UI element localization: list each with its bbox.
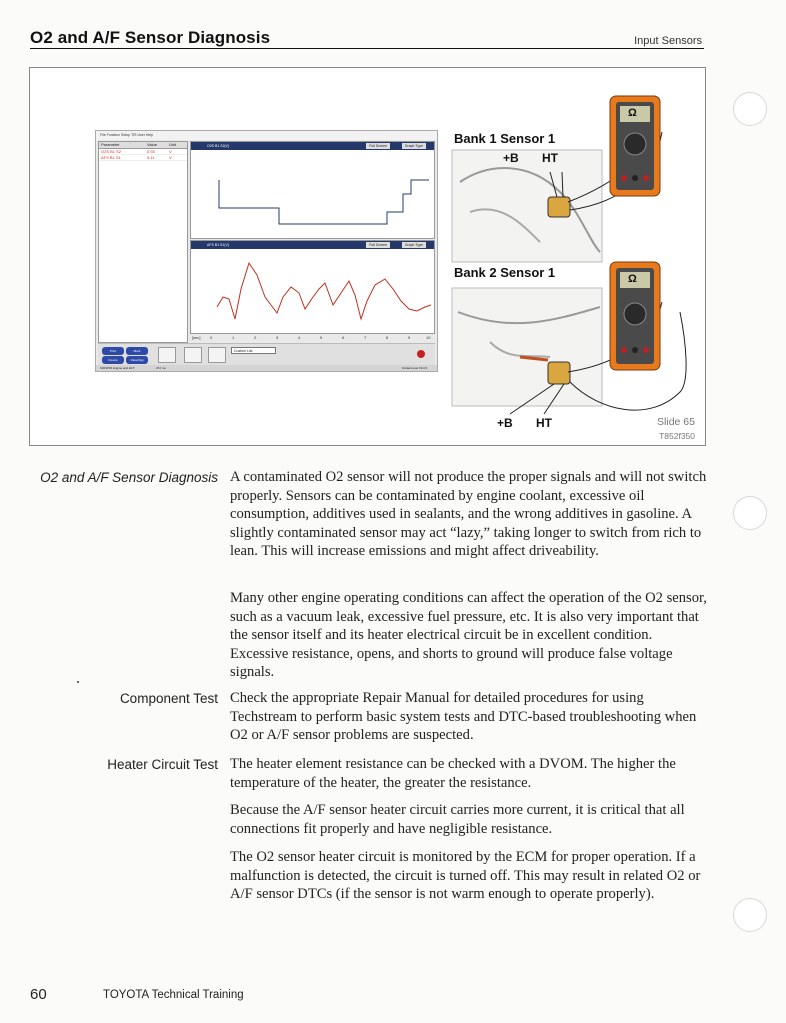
x-tick: 5	[320, 335, 323, 340]
bank1-label: Bank 1 Sensor 1	[454, 131, 556, 146]
paragraph: The O2 sensor heater circuit is monitored by the ECM for proper operation. If a malfunction is detected, the circuit is turned off. This may result in related O2 or A/F sensor DTCs (if the sensor is not warm enough to operate properly).	[230, 849, 701, 902]
full-screen-button: Full Screen	[366, 143, 390, 149]
paragraph: A contaminated O2 sensor will not produce the proper signals and will not switch properly. Sensors can be contaminated by engine coolant, excessive oil consumption, additives used in sealants, and the wrong additives in gasoline. A slightly contaminated sensor may act “lazy,” taking longer to switch from rich to lean. This will increase emissions and might affect driveability.	[230, 469, 707, 559]
full-screen-button: Full Screen	[366, 242, 390, 248]
graph-icon	[208, 347, 226, 363]
figure-id: T852f350	[659, 431, 695, 441]
af-graph	[190, 240, 435, 334]
table-cell: V	[169, 155, 172, 160]
custom-list-dropdown: Custom List	[231, 347, 276, 354]
x-tick: 10	[426, 335, 431, 340]
clear-button: Clear/Jpg	[126, 356, 148, 364]
graph-title: AFS B1 S1(V)	[207, 243, 229, 247]
table-cell: 0.93	[147, 149, 155, 154]
x-axis	[190, 335, 435, 341]
bank2-label: Bank 2 Sensor 1	[454, 265, 556, 280]
o2-graph	[190, 141, 435, 239]
af-signal-trace	[191, 249, 434, 333]
paragraph: Check the appropriate Repair Manual for detailed procedures for using Techstream to perform basic system tests and DTC-based troubleshooting when O2 or A/F sensor problems are suspected.	[230, 690, 697, 743]
footer-brand: TOYOTA Technical Training	[103, 989, 244, 1001]
graph-title: O2S B1 S2(V)	[207, 144, 230, 148]
techstream-menubar: File Function Setup TIS User Help	[96, 131, 437, 140]
x-tick: 8	[386, 335, 389, 340]
snapshot-icon	[158, 347, 176, 363]
status-text: S3D0/S5 Engine and ECT	[100, 366, 135, 370]
table-row	[99, 155, 187, 161]
x-tick: 1	[232, 335, 235, 340]
table-cell: V	[169, 149, 172, 154]
mark-button: Mark	[126, 347, 148, 355]
table-cell: 3.11	[147, 155, 155, 160]
techstream-button-bar	[98, 343, 435, 365]
stray-mark	[77, 681, 79, 683]
ohm-icon: Ω	[628, 273, 637, 285]
column-header: Unit	[169, 142, 177, 147]
header-rule	[30, 48, 704, 49]
techstream-screenshot	[95, 130, 438, 372]
ht-terminal-label: HT	[536, 416, 552, 430]
ht-terminal-label: HT	[542, 151, 558, 165]
punch-hole-bottom	[733, 898, 767, 932]
x-tick: 9	[408, 335, 411, 340]
stop-icon	[417, 350, 425, 358]
status-text: Default-user DLC3	[402, 366, 427, 370]
freeze-button: Freeze	[102, 356, 124, 364]
b-terminal-label: +B	[497, 416, 513, 430]
graph-type-button: Graph Type	[402, 143, 426, 149]
x-tick: 2	[254, 335, 257, 340]
section-label-component-test: Component Test	[119, 691, 218, 706]
o2-signal-trace	[191, 150, 434, 238]
paragraph: The heater element resistance can be checked with a DVOM. The higher the temperature of the heater, the greater the resistance.	[230, 756, 676, 791]
x-tick: 3	[276, 335, 279, 340]
x-tick: 6	[342, 335, 345, 340]
graph-type-button: Graph Type	[402, 242, 426, 248]
b-terminal-label: +B	[503, 151, 519, 165]
page-title: O2 and A/F Sensor Diagnosis	[30, 28, 271, 47]
paragraph: Many other engine operating conditions can affect the operation of the O2 sensor, such as a vacuum leak, excessive fuel pressure, etc. It is also very important that the sensor itself and its heater electrical circuit be in excellent condition. Excessive resistance, opens, and shorts to ground will produce false voltage signals.	[230, 590, 707, 680]
slide-number: Slide 65	[657, 416, 695, 428]
status-bar	[96, 365, 437, 371]
parameter-table	[98, 141, 188, 343]
column-header: Value	[147, 142, 157, 147]
section-label-diagnosis: O2 and A/F Sensor Diagnosis	[40, 470, 218, 485]
x-tick: 7	[364, 335, 367, 340]
section-name: Input Sensors	[634, 35, 702, 47]
x-axis-unit: [sec]	[192, 335, 201, 340]
x-tick: 4	[298, 335, 301, 340]
graph-title-bar	[191, 142, 434, 150]
section-label-heater-circuit-test: Heater Circuit Test	[107, 757, 218, 772]
table-cell: O2S B1 S2	[101, 149, 122, 154]
paragraph: Because the A/F sensor heater circuit carries more current, it is critical that all connections fit properly and have negligible resistance.	[230, 802, 685, 837]
x-tick: 0	[210, 335, 213, 340]
status-text: 272 ms	[156, 366, 166, 370]
table-cell: AFS B1 S1	[101, 155, 121, 160]
graph-title-bar	[191, 241, 434, 249]
print-button: Print	[102, 347, 124, 355]
punch-hole-middle	[733, 496, 767, 530]
table-header	[99, 142, 187, 149]
punch-hole-top	[733, 92, 767, 126]
page-number: 60	[30, 986, 47, 1003]
column-header: Parameter	[101, 142, 120, 147]
record-icon	[184, 347, 202, 363]
ohm-icon: Ω	[628, 107, 637, 119]
